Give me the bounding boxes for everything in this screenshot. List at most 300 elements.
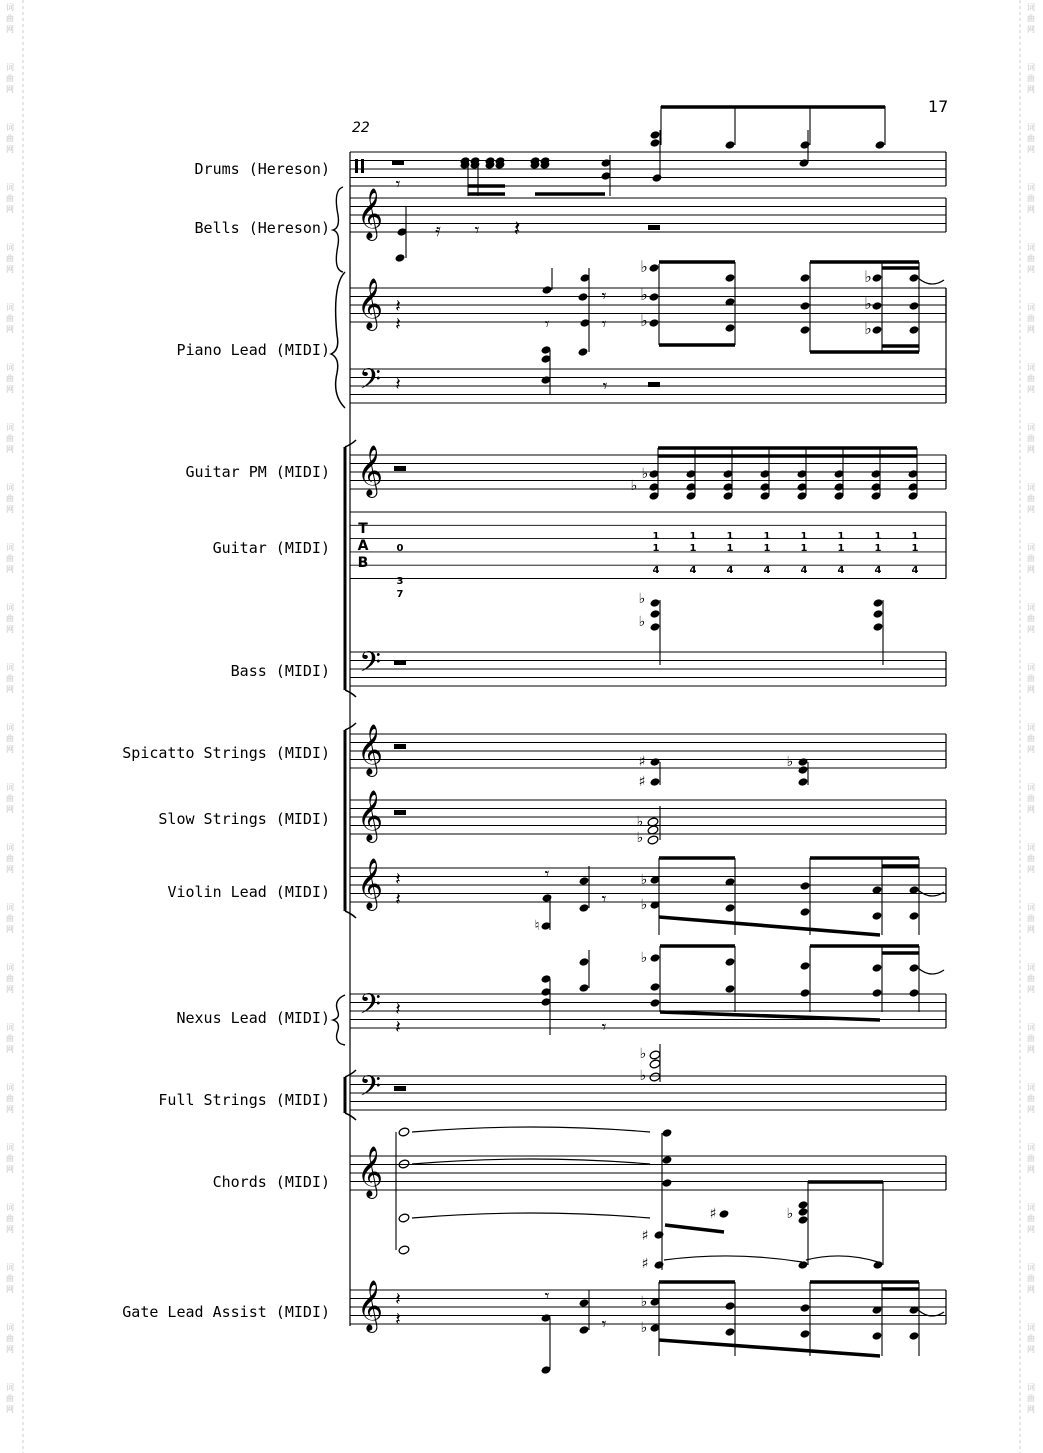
eighth-rest: 𝄾: [602, 376, 608, 397]
notehead: [649, 318, 660, 328]
watermark-char: 网: [1027, 1045, 1035, 1054]
watermark-char: 曲: [1027, 1334, 1035, 1343]
notehead: [649, 292, 660, 302]
treble-clef-icon: 𝄞: [356, 790, 384, 841]
watermark-char: 曲: [6, 1094, 14, 1103]
watermark-char: 词: [6, 543, 14, 552]
treble-clef-icon: 𝄞: [356, 445, 384, 496]
flat: ♭: [640, 257, 648, 276]
half-rest: [648, 225, 660, 230]
flat: ♭: [640, 872, 648, 888]
notehead: [662, 1155, 673, 1165]
treble-clef-icon: 𝄞: [356, 724, 384, 775]
notehead: [725, 903, 736, 913]
notehead: [650, 982, 661, 992]
watermark-char: 曲: [6, 734, 14, 743]
watermark-char: 词: [6, 183, 14, 192]
treble-clef-icon: 𝄞: [356, 858, 384, 909]
watermark-char: 网: [6, 1225, 14, 1234]
tab-fret-numbers: [653, 531, 919, 576]
notehead: [909, 1331, 920, 1341]
notehead: [800, 140, 811, 150]
notehead: [725, 1301, 736, 1311]
notehead-hollow: [649, 1059, 661, 1069]
notehead: [800, 907, 811, 917]
tab-fret-top: 1: [911, 531, 919, 542]
piano-brace: [331, 272, 345, 408]
watermark-char: 词: [6, 243, 14, 252]
watermark-char: 曲: [1027, 914, 1035, 923]
half-rest: [392, 160, 404, 165]
watermark-char: 曲: [1027, 14, 1035, 23]
watermark-char: 词: [6, 1083, 14, 1092]
tie: [918, 890, 944, 896]
watermark-char: 词: [1027, 3, 1035, 12]
watermark-char: 词: [6, 1023, 14, 1032]
label-full-strings: Full Strings (MIDI): [158, 1091, 330, 1109]
tie: [918, 968, 944, 974]
watermark-char: 网: [1027, 685, 1035, 694]
watermark-char: 词: [1027, 963, 1035, 972]
notehead: [650, 757, 661, 767]
quarter-rest: 𝄽: [395, 1309, 401, 1330]
watermark-char: 曲: [1027, 794, 1035, 803]
notehead: [909, 325, 920, 335]
tab-fret-low: 4: [874, 565, 882, 576]
tab-fret-low: 4: [800, 565, 808, 576]
tab-fret-top: 1: [726, 531, 734, 542]
tab-fret-mid: 1: [726, 543, 734, 554]
watermark-char: 词: [1027, 1023, 1035, 1032]
watermark-char: 网: [1027, 85, 1035, 94]
flat: ♭: [640, 950, 648, 966]
flat: ♭: [636, 830, 644, 846]
watermark-char: 词: [6, 63, 14, 72]
watermark-char: 曲: [1027, 1214, 1035, 1223]
tab-fret-top: 1: [689, 531, 697, 542]
notehead: [872, 911, 883, 921]
notehead: [800, 273, 811, 283]
notehead: [395, 253, 406, 263]
quarter-rest: 𝄽: [395, 889, 401, 910]
watermark-char: 词: [6, 843, 14, 852]
watermark-char: 词: [1027, 1083, 1035, 1092]
watermark-char: 曲: [1027, 254, 1035, 263]
watermark-char: 曲: [1027, 734, 1035, 743]
note-beam: [659, 917, 880, 935]
notehead: [800, 1329, 811, 1339]
tab-fret-low: 4: [726, 565, 734, 576]
half-rest: [648, 382, 660, 387]
watermark-char: 曲: [6, 1034, 14, 1043]
notehead: [909, 988, 920, 998]
tab-clef-t: T: [358, 521, 368, 537]
notehead: [873, 609, 884, 619]
watermark-char: 词: [1027, 183, 1035, 192]
sharp: ♯: [641, 1228, 649, 1244]
watermark-char: 词: [1027, 1143, 1035, 1152]
eighth-rest: 𝄾: [601, 286, 607, 307]
notehead: [800, 325, 811, 335]
watermark-char: 词: [1027, 423, 1035, 432]
notehead: [650, 138, 661, 148]
notehead: [579, 983, 590, 993]
label-guitar-pm: Guitar PM (MIDI): [185, 463, 330, 481]
watermark-char: 网: [1027, 1345, 1035, 1354]
label-violin-lead: Violin Lead (MIDI): [167, 883, 330, 901]
watermark-char: 网: [6, 505, 14, 514]
flat: ♭: [638, 614, 646, 630]
eighth-rest: 𝄾: [474, 220, 480, 241]
notehead: [579, 876, 590, 886]
label-drums: Drums (Hereson): [194, 160, 330, 178]
tie: [412, 1127, 650, 1132]
watermark-char: 网: [6, 805, 14, 814]
half-rest: [394, 1086, 406, 1091]
notehead: [800, 961, 811, 971]
tab-fret-mid: 1: [837, 543, 845, 554]
watermark-char: 词: [6, 963, 14, 972]
watermark-char: 曲: [1027, 1094, 1035, 1103]
eighth-rest: 𝄾: [601, 889, 607, 910]
tab-open-string: 0: [396, 543, 404, 554]
watermark-char: 曲: [1027, 554, 1035, 563]
notehead: [579, 957, 590, 967]
watermark-char: 曲: [6, 1154, 14, 1163]
notehead: [579, 903, 590, 913]
watermark-char: 网: [1027, 145, 1035, 154]
watermark-char: 网: [1027, 1225, 1035, 1234]
watermark-char: 曲: [1027, 974, 1035, 983]
watermark-char: 词: [6, 723, 14, 732]
tie: [806, 1256, 878, 1262]
notehead: [650, 953, 661, 963]
watermark-char: 曲: [1027, 674, 1035, 683]
watermark-char: 曲: [6, 134, 14, 143]
watermark-char: 曲: [6, 1274, 14, 1283]
watermark-char: 网: [6, 325, 14, 334]
tab-low-mark: 7: [396, 589, 404, 600]
watermark-char: 曲: [6, 674, 14, 683]
watermark-char: 词: [1027, 603, 1035, 612]
watermark-char: 曲: [1027, 74, 1035, 83]
natural: ♮: [534, 918, 540, 934]
watermark-char: 词: [1027, 663, 1035, 672]
watermark-char: 网: [6, 1165, 14, 1174]
flat: ♭: [640, 1320, 648, 1336]
tab-fret-mid: 1: [874, 543, 882, 554]
measure-number: 22: [352, 120, 370, 136]
watermark-char: 词: [6, 1203, 14, 1212]
watermark-char: 网: [6, 1105, 14, 1114]
watermark-char: 曲: [6, 14, 14, 23]
watermark-char: 词: [1027, 843, 1035, 852]
eighth-rest: 𝄾: [544, 864, 550, 885]
watermark-char: 词: [6, 363, 14, 372]
watermark-char: 曲: [1027, 314, 1035, 323]
label-bells: Bells (Hereson): [194, 219, 330, 237]
notehead: [662, 1128, 673, 1138]
staff-lines: [350, 152, 946, 1324]
watermark-char: 曲: [6, 554, 14, 563]
notehead: [798, 1200, 809, 1210]
label-piano-lead: Piano Lead (MIDI): [176, 341, 330, 359]
notehead: [650, 609, 661, 619]
notehead: [872, 301, 883, 311]
notehead-hollow: [398, 1245, 410, 1255]
notehead: [650, 777, 661, 787]
watermark-char: 网: [1027, 985, 1035, 994]
watermark-char: 曲: [1027, 1394, 1035, 1403]
right-watermark: [1027, 2, 1035, 1414]
watermark-char: 网: [6, 205, 14, 214]
bass-clef-icon: 𝄢: [359, 988, 381, 1028]
flat: ♭: [638, 591, 646, 607]
percussion-clef-bar: [361, 159, 364, 173]
quarter-rest: 𝄽: [395, 374, 401, 395]
flat: ♭: [640, 285, 648, 304]
quarter-rest: 𝄽: [395, 296, 401, 317]
flat: ♭: [640, 1294, 648, 1310]
label-chords: Chords (MIDI): [212, 1173, 330, 1191]
watermark-char: 网: [1027, 325, 1035, 334]
label-nexus-lead: Nexus Lead (MIDI): [176, 1009, 330, 1027]
watermark-char: 曲: [6, 854, 14, 863]
watermark-char: 网: [6, 1285, 14, 1294]
watermark-char: 词: [6, 1143, 14, 1152]
notehead: [909, 301, 920, 311]
watermark-char: 网: [6, 565, 14, 574]
watermark-char: 词: [6, 483, 14, 492]
watermark-char: 曲: [6, 974, 14, 983]
notehead: [873, 622, 884, 632]
flat: ♭: [640, 897, 648, 913]
watermark-char: 词: [1027, 363, 1035, 372]
eighth-rest: 𝄾: [601, 1017, 607, 1038]
tab-fret-mid: 1: [911, 543, 919, 554]
half-rest: [394, 810, 406, 815]
watermark-char: 曲: [6, 1394, 14, 1403]
notehead: [578, 292, 589, 302]
bass-clef-icon: 𝄢: [359, 646, 381, 686]
notehead: [719, 1209, 730, 1219]
sharp: ♯: [638, 754, 646, 770]
tab-low-note: 3: [396, 576, 404, 587]
watermark-char: 曲: [1027, 854, 1035, 863]
watermark-char: 词: [1027, 1263, 1035, 1272]
notehead: [650, 622, 661, 632]
notehead: [800, 301, 811, 311]
eighth-rest: 𝄾: [601, 1314, 607, 1335]
watermark-char: 词: [6, 1323, 14, 1332]
notehead: [800, 988, 811, 998]
watermark-char: 网: [6, 685, 14, 694]
treble-clef-icon: 𝄞: [356, 1146, 384, 1197]
watermark-char: 词: [6, 783, 14, 792]
half-rest: [394, 744, 406, 749]
watermark-char: 曲: [1027, 614, 1035, 623]
watermark-char: 曲: [1027, 1154, 1035, 1163]
watermark-char: 网: [6, 85, 14, 94]
sharp: ♯: [709, 1206, 717, 1222]
watermark-char: 网: [1027, 385, 1035, 394]
notehead: [649, 263, 660, 273]
watermark-char: 网: [1027, 205, 1035, 214]
watermark-char: 曲: [6, 254, 14, 263]
watermark-char: 词: [6, 423, 14, 432]
watermark-char: 词: [1027, 303, 1035, 312]
watermark-char: 网: [6, 745, 14, 754]
watermark-char: 曲: [1027, 134, 1035, 143]
quarter-rest: 𝄽: [395, 1289, 401, 1310]
watermark-char: 词: [1027, 243, 1035, 252]
notehead: [909, 273, 920, 283]
watermark-char: 词: [6, 1383, 14, 1392]
watermark-char: 网: [1027, 1165, 1035, 1174]
notehead: [798, 765, 809, 775]
label-guitar: Guitar (MIDI): [212, 539, 330, 557]
watermark-char: 曲: [6, 614, 14, 623]
watermark-char: 网: [1027, 805, 1035, 814]
notehead: [650, 130, 661, 140]
tab-fret-low: 4: [652, 565, 660, 576]
tab-fret-mid: 1: [800, 543, 808, 554]
watermark-char: 网: [6, 385, 14, 394]
notehead-hollow: [398, 1213, 410, 1223]
flat: ♭: [864, 319, 872, 338]
notehead-hollow: [649, 1050, 661, 1060]
tab-fret-top: 1: [800, 531, 808, 542]
watermark-char: 词: [6, 603, 14, 612]
tab-clef-a: A: [357, 538, 369, 554]
watermark-char: 词: [6, 3, 14, 12]
tie: [664, 1256, 802, 1262]
watermark-char: 网: [1027, 265, 1035, 274]
watermark-char: 网: [1027, 25, 1035, 34]
notehead: [909, 911, 920, 921]
notehead: [654, 1260, 665, 1270]
page-number: 17: [928, 97, 949, 116]
bass-clef-icon: 𝄢: [359, 363, 381, 403]
watermark-char: 网: [6, 925, 14, 934]
notehead: [725, 1327, 736, 1337]
left-watermark: [6, 2, 14, 1414]
tie: [918, 278, 944, 284]
watermark-char: 词: [1027, 1323, 1035, 1332]
watermark-char: 网: [6, 625, 14, 634]
watermark-char: 网: [6, 265, 14, 274]
notehead: [662, 1178, 673, 1188]
notehead: [725, 984, 736, 994]
label-slow-strings: Slow Strings (MIDI): [158, 810, 330, 828]
quarter-rest: 𝄽: [395, 999, 401, 1020]
watermark-char: 词: [1027, 543, 1035, 552]
notehead: [542, 893, 553, 903]
watermark-char: 网: [1027, 565, 1035, 574]
watermark-char: 曲: [6, 314, 14, 323]
watermark-char: 网: [1027, 445, 1035, 454]
watermark-char: 曲: [1027, 374, 1035, 383]
flat: ♭: [640, 311, 648, 330]
notehead: [725, 273, 736, 283]
notehead-hollow: [398, 1159, 410, 1169]
watermark-char: 网: [1027, 1285, 1035, 1294]
eighth-rest: 𝄾: [395, 174, 401, 195]
tab-fret-top: 1: [763, 531, 771, 542]
flat: ♭: [636, 814, 644, 830]
note-beam: [665, 1225, 724, 1232]
watermark-char: 网: [6, 445, 14, 454]
sharp: ♯: [638, 774, 646, 790]
treble-clef-icon: 𝄞: [356, 188, 384, 239]
watermark-char: 词: [6, 903, 14, 912]
watermark-char: 词: [6, 303, 14, 312]
treble-clef-icon: 𝄞: [356, 1280, 384, 1331]
watermark-char: 词: [1027, 1203, 1035, 1212]
notehead: [798, 757, 809, 767]
treble-clef-icon: 𝄞: [356, 278, 384, 329]
notehead: [650, 598, 661, 608]
watermark-char: 曲: [1027, 194, 1035, 203]
half-rest: [394, 466, 406, 471]
notehead: [578, 347, 589, 357]
watermark-char: 词: [1027, 123, 1035, 132]
flat: ♭: [864, 294, 872, 313]
notehead: [798, 1207, 809, 1217]
flat: ♭: [786, 1206, 794, 1222]
quarter-rest: 𝄽: [395, 869, 401, 890]
watermark-char: 网: [6, 865, 14, 874]
watermark-char: 词: [1027, 783, 1035, 792]
notehead: [875, 140, 886, 150]
tab-fret-top: 1: [874, 531, 882, 542]
tie: [412, 1159, 650, 1164]
watermark-char: 曲: [1027, 1034, 1035, 1043]
notehead: [800, 881, 811, 891]
quarter-rest: 𝄽: [395, 1017, 401, 1038]
flat: ♭: [864, 267, 872, 286]
notehead-hollow: [649, 1072, 661, 1082]
watermark-char: 曲: [6, 1334, 14, 1343]
watermark-char: 词: [1027, 903, 1035, 912]
note-beam: [659, 1340, 880, 1356]
flat: ♭: [786, 754, 794, 770]
eighth-rest: 𝄾: [544, 1286, 550, 1307]
flat: ♭: [641, 466, 649, 482]
flat: ♭: [639, 1068, 647, 1084]
flat: ♭: [630, 478, 638, 494]
quarter-rest: 𝄽: [513, 217, 521, 242]
watermark-char: 网: [1027, 745, 1035, 754]
watermark-char: 曲: [6, 374, 14, 383]
tie: [412, 1213, 650, 1218]
watermark-char: 曲: [1027, 1274, 1035, 1283]
notehead: [872, 988, 883, 998]
tab-fret-top: 1: [652, 531, 660, 542]
notehead: [800, 1303, 811, 1313]
watermark-char: 网: [6, 145, 14, 154]
tab-fret-top: 1: [837, 531, 845, 542]
watermark-char: 词: [6, 663, 14, 672]
watermark-char: 曲: [1027, 494, 1035, 503]
watermark-char: 网: [1027, 1105, 1035, 1114]
watermark-char: 网: [1027, 505, 1035, 514]
watermark-char: 曲: [6, 434, 14, 443]
watermark-char: 网: [1027, 865, 1035, 874]
notehead: [725, 323, 736, 333]
notehead: [579, 1298, 590, 1308]
tab-fret-low: 4: [763, 565, 771, 576]
